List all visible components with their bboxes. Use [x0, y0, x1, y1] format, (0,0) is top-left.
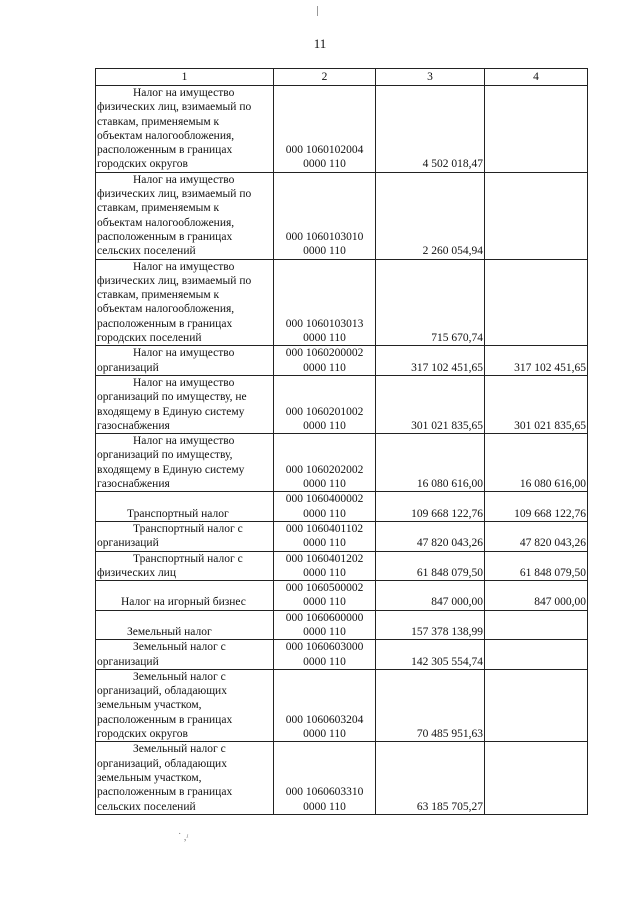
tax-name-line: физических лиц, взимаемый по	[97, 101, 252, 114]
tax-name-line: Земельный налог с	[133, 641, 226, 654]
amount-col3-cell: 61 848 079,50	[376, 551, 485, 581]
amount-col4-cell	[485, 610, 588, 640]
revenue-table	[95, 68, 588, 815]
column-header: 3	[376, 69, 485, 86]
tax-name-line: физических лиц	[97, 566, 176, 579]
tax-name-line: организаций, обладающих	[97, 757, 227, 770]
budget-code-line: 000 1060401202	[285, 552, 364, 565]
budget-code-line: 0000 110	[303, 625, 346, 638]
tax-name-line: городских округов	[97, 158, 188, 171]
tax-name-line: расположенным в границах	[97, 144, 233, 157]
tax-name-line: Земельный налог с	[133, 743, 226, 756]
budget-code-line: 0000 110	[303, 566, 346, 579]
budget-code-cell	[274, 492, 376, 522]
amount-col3-cell: 317 102 451,65	[376, 346, 485, 376]
budget-code-line: 0000 110	[303, 655, 346, 668]
tax-name-line: физических лиц, взимаемый по	[97, 188, 252, 201]
amount-col3-cell: 47 820 043,26	[376, 521, 485, 551]
tax-name-line: газоснабжения	[97, 419, 170, 432]
tax-name-line: Налог на имущество	[133, 435, 235, 448]
tax-name-cell	[96, 669, 274, 741]
budget-code-cell	[274, 521, 376, 551]
tax-name-line: организаций по имуществу,	[97, 449, 233, 462]
amount-col4-cell: 109 668 122,76	[485, 492, 588, 522]
tax-name-line: Транспортный налог с	[133, 522, 243, 535]
amount-col4-cell	[485, 669, 588, 741]
tax-name-cell	[96, 521, 274, 551]
tax-name-cell	[96, 434, 274, 492]
budget-code-cell	[274, 375, 376, 433]
tax-name-line: объектам налогообложения,	[97, 216, 235, 229]
budget-code-cell	[274, 640, 376, 670]
tax-name-line: ставкам, применяемым к	[97, 115, 220, 128]
amount-col3-cell: 70 485 951,63	[376, 669, 485, 741]
tax-name-line: Налог на имущество	[133, 173, 235, 186]
tax-name-line: Налог на имущество	[133, 260, 235, 273]
budget-code-cell	[274, 610, 376, 640]
tax-name-line: Земельный налог	[127, 625, 212, 638]
page-number: 11	[313, 36, 327, 51]
tax-name-line: Транспортный налог	[127, 507, 229, 520]
budget-code-cell	[274, 346, 376, 376]
table-row	[96, 551, 588, 581]
tax-name-cell	[96, 492, 274, 522]
amount-col4-cell	[485, 86, 588, 173]
tax-name-line: объектам налогообложения,	[97, 303, 235, 316]
tax-name-line: Налог на имущество	[133, 87, 235, 99]
budget-code-line: 0000 110	[303, 245, 346, 258]
tax-name-line: Налог на имущество	[133, 347, 235, 360]
tax-name-cell	[96, 346, 274, 376]
budget-code-line: 000 1060603310	[285, 786, 364, 799]
tax-name-line: организаций, обладающих	[97, 685, 227, 698]
column-header: 4	[485, 69, 588, 86]
tax-name-line: Транспортный налог с	[133, 552, 243, 565]
tax-name-line: ставкам, применяемым к	[97, 202, 220, 215]
table-row	[96, 86, 588, 173]
tax-name-line: организаций	[97, 655, 159, 668]
budget-code-line: 000 1060600000	[285, 611, 364, 624]
tax-name-cell	[96, 86, 274, 173]
tax-name-line: ставкам, применяемым к	[97, 289, 220, 302]
budget-code-line: 000 1060200002	[285, 347, 364, 360]
amount-col3-cell: 301 021 835,65	[376, 375, 485, 433]
scan-artifact-mark	[317, 6, 318, 16]
budget-code-cell	[274, 259, 376, 346]
budget-code-line: 0000 110	[303, 361, 346, 374]
tax-name-line: расположенным в границах	[97, 713, 233, 726]
amount-col3-cell: 2 260 054,94	[376, 172, 485, 259]
table-row	[96, 346, 588, 376]
budget-code-cell	[274, 86, 376, 173]
budget-code-cell	[274, 742, 376, 814]
amount-col4-cell	[485, 640, 588, 670]
budget-code-line: 000 1060102004	[285, 144, 364, 157]
amount-col3-cell: 715 670,74	[376, 259, 485, 346]
amount-col4-cell: 61 848 079,50	[485, 551, 588, 581]
table-row	[96, 521, 588, 551]
tax-name-line: Земельный налог с	[133, 670, 226, 683]
budget-code-line: 0000 110	[303, 507, 346, 520]
tax-name-line: расположенным в границах	[97, 317, 233, 330]
tax-name-cell	[96, 640, 274, 670]
tax-name-line: сельских поселений	[97, 245, 196, 258]
tax-name-cell	[96, 742, 274, 814]
budget-code-line: 0000 110	[303, 800, 346, 813]
table-row	[96, 434, 588, 492]
budget-code-line: 0000 110	[303, 728, 346, 741]
tax-name-line: городских округов	[97, 728, 188, 741]
amount-col4-cell	[485, 259, 588, 346]
amount-col4-cell: 317 102 451,65	[485, 346, 588, 376]
budget-code-line: 000 1060603000	[285, 641, 364, 654]
budget-code-line: 0000 110	[303, 332, 346, 345]
table-row	[96, 492, 588, 522]
budget-code-cell	[274, 551, 376, 581]
table-header-row	[96, 69, 588, 86]
amount-col3-cell: 4 502 018,47	[376, 86, 485, 173]
amount-col3-cell: 16 080 616,00	[376, 434, 485, 492]
tax-name-line: входящему в Единую систему	[97, 405, 245, 418]
amount-col4-cell	[485, 172, 588, 259]
tax-name-line: физических лиц, взимаемый по	[97, 274, 252, 287]
column-header: 2	[274, 69, 376, 86]
tax-name-line: сельских поселений	[97, 800, 196, 813]
budget-code-line: 0000 110	[303, 419, 346, 432]
tax-name-line: организаций	[97, 361, 159, 374]
budget-code-line: 000 1060201002	[285, 405, 364, 418]
table-row	[96, 172, 588, 259]
amount-col4-cell	[485, 742, 588, 814]
table-row	[96, 610, 588, 640]
budget-code-line: 000 1060400002	[285, 493, 364, 506]
budget-code-line: 000 1060103013	[285, 317, 364, 330]
amount-col4-cell: 47 820 043,26	[485, 521, 588, 551]
amount-col3-cell: 63 185 705,27	[376, 742, 485, 814]
tax-name-line: расположенным в границах	[97, 230, 233, 243]
table-row	[96, 669, 588, 741]
budget-code-line: 000 1060603204	[285, 713, 364, 726]
amount-col4-cell: 16 080 616,00	[485, 434, 588, 492]
table-row	[96, 581, 588, 611]
budget-code-line: 000 1060500002	[285, 582, 364, 595]
tax-name-cell	[96, 259, 274, 346]
tax-name-line: входящему в Единую систему	[97, 463, 245, 476]
column-header: 1	[96, 69, 274, 86]
tax-name-line: земельным участком,	[97, 771, 202, 784]
table-row	[96, 259, 588, 346]
budget-code-line: 000 1060202002	[285, 463, 364, 476]
budget-code-cell	[274, 434, 376, 492]
tax-name-cell	[96, 610, 274, 640]
budget-code-line: 0000 110	[303, 478, 346, 491]
table-row	[96, 640, 588, 670]
tax-name-cell	[96, 172, 274, 259]
budget-code-line: 0000 110	[303, 158, 346, 171]
tax-name-line: земельным участком,	[97, 699, 202, 712]
tax-name-line: организаций	[97, 537, 159, 550]
table-row	[96, 375, 588, 433]
budget-code-line: 0000 110	[303, 596, 346, 609]
tax-name-line: расположенным в границах	[97, 786, 233, 799]
tax-name-line: объектам налогообложения,	[97, 129, 235, 142]
tax-name-cell	[96, 581, 274, 611]
table-row	[96, 742, 588, 814]
tax-name-cell	[96, 551, 274, 581]
amount-col4-cell: 301 021 835,65	[485, 375, 588, 433]
budget-code-cell	[274, 669, 376, 741]
tax-name-line: организаций по имуществу, не	[97, 391, 247, 404]
budget-code-cell	[274, 172, 376, 259]
amount-col3-cell: 142 305 554,74	[376, 640, 485, 670]
tax-name-line: газоснабжения	[97, 478, 170, 491]
tax-name-line: Налог на имущество	[133, 376, 235, 389]
amount-col4-cell: 847 000,00	[485, 581, 588, 611]
budget-code-cell	[274, 581, 376, 611]
amount-col3-cell: 109 668 122,76	[376, 492, 485, 522]
budget-code-line: 000 1060401102	[285, 522, 364, 535]
budget-code-line: 000 1060103010	[285, 230, 364, 243]
tax-name-line: городских поселений	[97, 332, 202, 345]
amount-col3-cell: 847 000,00	[376, 581, 485, 611]
tax-name-cell	[96, 375, 274, 433]
amount-col3-cell: 157 378 138,99	[376, 610, 485, 640]
budget-code-line: 0000 110	[303, 537, 346, 550]
scan-artifact-scribble: ˙ ,ʴ	[178, 832, 189, 843]
tax-name-line: Налог на игорный бизнес	[121, 596, 246, 609]
